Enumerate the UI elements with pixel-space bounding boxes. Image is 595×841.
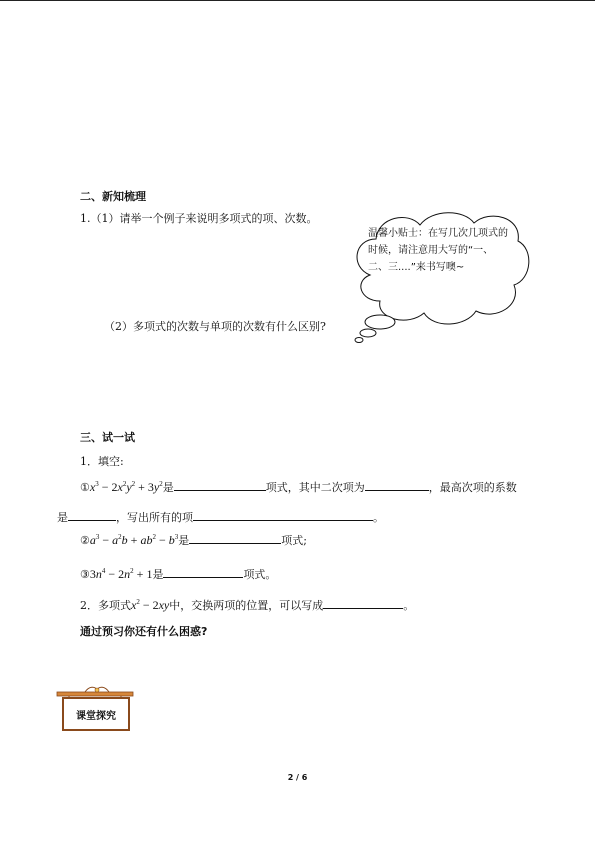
badge-frame: [62, 697, 130, 731]
question-1-2: （2）多项式的次数与单项的次数有什么区别?: [104, 320, 326, 333]
blank-3[interactable]: [163, 566, 243, 578]
blank-1b[interactable]: [365, 479, 429, 491]
question-1-1: 1.（1）请举一个例子来说明多项式的项、次数。: [80, 212, 318, 225]
fill-item-1-line-2: 是 ，写出所有的项 。: [57, 511, 384, 524]
question-2: 2．多项式$x^2 - 2xy$中，交换两项的位置，可以写成 。: [80, 598, 415, 612]
fill-item-2: $②a^3 - a^2b + ab^2 - b^3$是 项式;: [80, 533, 307, 547]
polynomial-1: $x^3 - 2x^2y^2 + 3y^2$: [89, 480, 163, 494]
blank-4[interactable]: [323, 597, 403, 609]
section-3-heading: 三、试一试: [80, 431, 135, 444]
blank-2[interactable]: [189, 532, 281, 544]
polynomial-3: $3n^4 - 2n^2 + 1$: [89, 567, 153, 581]
fill-title: 1．填空:: [80, 455, 124, 468]
polynomial-2: $a^3 - a^2b + ab^2 - b^3$: [89, 533, 179, 547]
tip-text: 温馨小贴士：在写几次几项式的时候，请注意用大写的“一、二、三....”来书写噢~: [368, 228, 508, 273]
section-2-heading: 二、新知梳理: [80, 190, 146, 203]
fill-item-1: $①x^3 - 2x^2y^2 + 3y^2$是 项式，其中二次项为 ，最高次项的系数: [80, 480, 517, 494]
blank-1d[interactable]: [193, 509, 373, 521]
page-number: 2 / 6: [287, 773, 308, 782]
blank-1a[interactable]: [174, 479, 266, 491]
reflection-question: 通过预习你还有什么困惑?: [80, 625, 208, 638]
blank-1c[interactable]: [68, 509, 116, 521]
item-1-number: ①: [80, 481, 90, 494]
fill-item-3: $③3n^4 - 2n^2 + 1$是 项式。: [80, 567, 277, 581]
badge-label: 课堂探究: [76, 711, 116, 722]
top-rule: [0, 0, 595, 1]
section-badge: [55, 685, 135, 731]
polynomial-4: $x^2 - 2xy$: [131, 598, 170, 612]
